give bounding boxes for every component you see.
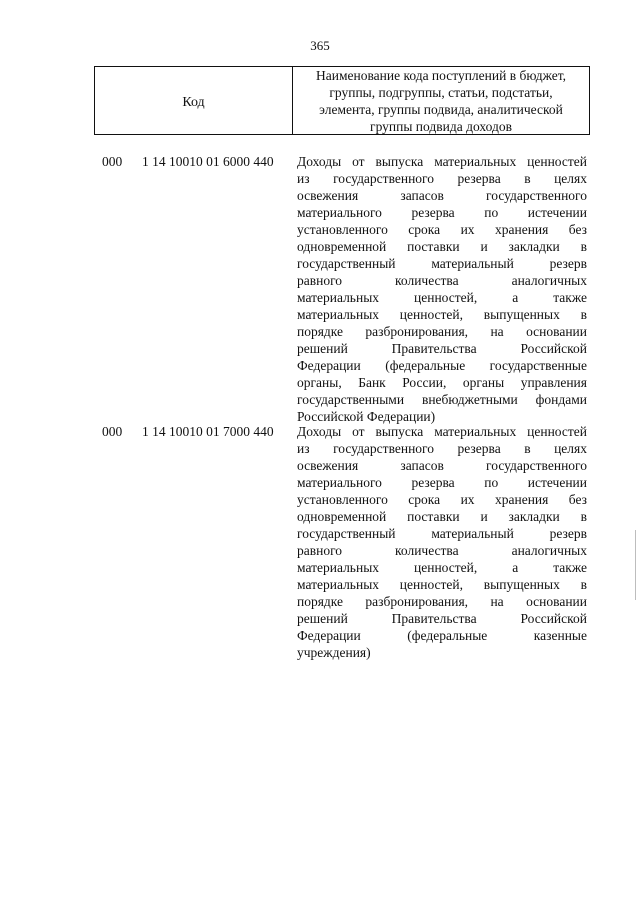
row-prefix: 000: [102, 424, 123, 439]
description-line: решений Правительства Российской: [297, 341, 587, 356]
description-line: Федерации (федеральные казенные: [297, 628, 587, 643]
row-description: [297, 153, 587, 425]
description-line: Федерации (федеральные государственные: [297, 358, 587, 373]
description-line: государственный материальный резерв: [297, 256, 587, 271]
row-description: [297, 423, 587, 661]
page-number: 365: [310, 38, 330, 53]
header-name-line: Наименование кода поступлений в бюджет,: [315, 68, 566, 83]
description-line: органы, Банк России, органы управления: [297, 375, 587, 390]
description-line: установленного срока их хранения без: [297, 492, 587, 507]
description-line: равного количества аналогичных: [297, 543, 587, 558]
row-code: 1 14 10010 01 6000 440: [142, 154, 274, 169]
description-line: материального резерва по истечении: [297, 475, 587, 490]
description-line: порядке разбронирования, на основании: [297, 594, 587, 609]
row-prefix: 000: [102, 154, 123, 169]
description-line: Доходы от выпуска материальных ценностей: [297, 154, 587, 169]
description-line: порядке разбронирования, на основании: [297, 324, 587, 339]
description-line: одновременной поставки и закладки в: [297, 509, 587, 524]
description-line: материального резерва по истечении: [297, 205, 587, 220]
header-name-line: элемента, группы подвида, аналитической: [319, 102, 563, 117]
row-code: 1 14 10010 01 7000 440: [142, 424, 274, 439]
header-name-line: группы подвида доходов: [370, 119, 512, 134]
description-line: решений Правительства Российской: [297, 611, 587, 626]
header-name-cell: [293, 67, 589, 134]
description-line: материальных ценностей, а также: [297, 560, 587, 575]
table-header: [94, 66, 590, 135]
description-line: одновременной поставки и закладки в: [297, 239, 587, 254]
description-line: из государственного резерва в целях: [297, 441, 587, 456]
description-line: учреждения): [297, 645, 371, 660]
description-line: государственный материальный резерв: [297, 526, 587, 541]
description-line: материальных ценностей, выпущенных в: [297, 307, 587, 322]
description-line: освежения запасов государственного: [297, 188, 587, 203]
description-line: освежения запасов государственного: [297, 458, 587, 473]
description-line: из государственного резерва в целях: [297, 171, 587, 186]
header-code-cell: Код: [95, 67, 293, 134]
description-line: Российской Федерации): [297, 409, 436, 424]
description-line: материальных ценностей, а также: [297, 290, 587, 305]
description-line: Доходы от выпуска материальных ценностей: [297, 424, 587, 439]
header-name-line: группы, подгруппы, статьи, подстатьи,: [329, 85, 553, 100]
description-line: установленного срока их хранения без: [297, 222, 587, 237]
description-line: государственными внебюджетными фондами: [297, 392, 587, 407]
description-line: материальных ценностей, выпущенных в: [297, 577, 587, 592]
description-line: равного количества аналогичных: [297, 273, 587, 288]
scan-edge-mark: [635, 530, 636, 600]
